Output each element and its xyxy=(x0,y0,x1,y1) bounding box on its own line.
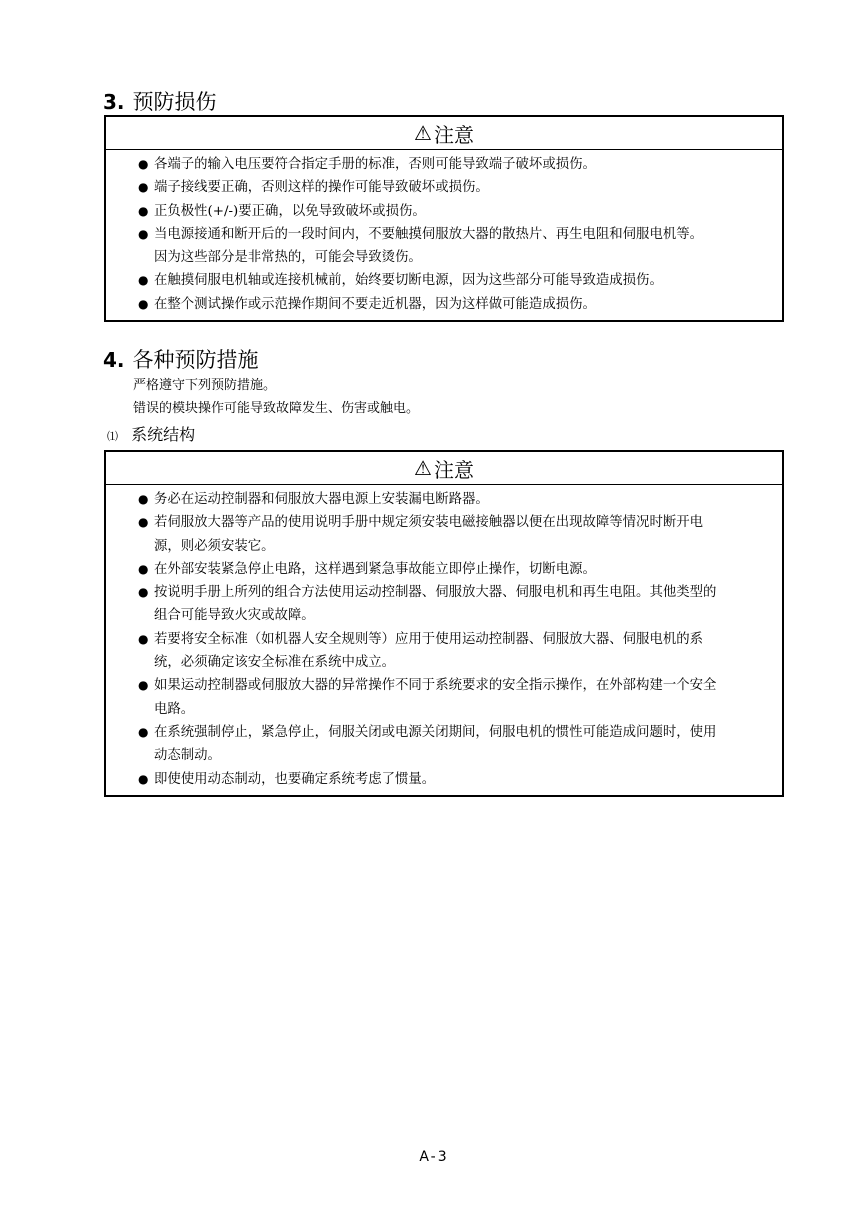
caution-item-text: 组合可能导致火灾或故障。 xyxy=(154,608,315,624)
caution-item xyxy=(138,581,782,628)
warning-triangle-icon: ⚠ xyxy=(414,456,432,480)
section-title: 预防损伤 xyxy=(132,90,217,114)
caution-item-text: 即使使用动态制动，也要确定系统考虑了惯量。 xyxy=(154,771,436,787)
caution-item xyxy=(138,176,782,199)
bullet-icon: ● xyxy=(138,180,149,195)
caution-item-text: 若要将安全标准（如机器人安全规则等）应用于使用运动控制器、伺服放大器、伺服电机的系 xyxy=(154,631,704,647)
caution-item xyxy=(138,293,782,316)
caution-box-injury-prevention xyxy=(104,115,784,322)
bullet-icon: ● xyxy=(138,631,149,646)
caution-item-text: 如果运动控制器或伺服放大器的异常操作不同于系统要求的安全指示操作，在外部构建一个安全 xyxy=(154,678,717,694)
caution-item-text: 端子接线要正确，否则这样的操作可能导致破坏或损伤。 xyxy=(154,180,489,196)
caution-item-text: 务必在运动控制器和伺服放大器电源上安装漏电断路器。 xyxy=(154,492,489,507)
bullet-icon: ● xyxy=(138,203,149,218)
intro-line: 错误的模块操作可能导致故障发生、伤害或触电。 xyxy=(133,401,420,416)
caution-item xyxy=(138,200,782,223)
caution-item-text: 动态制动。 xyxy=(154,748,221,764)
caution-item-text: 源，则必须安装它。 xyxy=(154,538,275,554)
bullet-icon: ● xyxy=(138,296,149,311)
warning-triangle-icon: ⚠ xyxy=(414,121,432,145)
section-title: 各种预防措施 xyxy=(132,348,259,372)
caution-list xyxy=(106,485,782,795)
caution-item-text: 在触摸伺服电机轴或连接机械前，始终要切断电源，因为这些部分可能导致造成损伤。 xyxy=(154,273,663,289)
bullet-icon: ● xyxy=(138,492,149,506)
bullet-icon: ● xyxy=(138,724,149,739)
caution-item xyxy=(138,768,782,791)
caution-item xyxy=(138,153,782,176)
caution-item-text: 在外部安装紧急停止电路，这样遇到紧急事故能立即停止操作，切断电源。 xyxy=(154,561,596,577)
subsection-number: ⑴ xyxy=(107,430,118,443)
caution-item-text: 若伺服放大器等产品的使用说明手册中规定须安装电磁接触器以便在出现故障等情况时断开电 xyxy=(154,515,704,531)
section-3-heading xyxy=(103,86,217,116)
subsection-heading xyxy=(107,422,195,445)
caution-item-text: 当电源接通和断开后的一段时间内，不要触摸伺服放大器的散热片、再生电阻和伺服电机等。 xyxy=(154,226,704,242)
bullet-icon: ● xyxy=(138,678,149,693)
section-4-heading xyxy=(103,344,259,374)
caution-item-text: 正负极性(+/-)要正确，以免导致破坏或损伤。 xyxy=(154,203,426,219)
caution-item-text: 在系统强制停止，紧急停止，伺服关闭或电源关闭期间，伺服电机的惯性可能造成问题时，使用 xyxy=(154,724,717,740)
bullet-icon: ● xyxy=(138,157,149,171)
caution-list xyxy=(106,150,782,320)
caution-item xyxy=(138,674,782,721)
caution-item xyxy=(138,223,782,270)
section-number: 3. xyxy=(103,90,125,114)
bullet-icon: ● xyxy=(138,585,149,600)
bullet-icon: ● xyxy=(138,561,149,576)
subsection-title: 系统结构 xyxy=(131,425,196,444)
intro-line: 严格遵守下列预防措施。 xyxy=(133,378,277,393)
caution-item xyxy=(138,721,782,768)
caution-item xyxy=(138,511,782,558)
page-number: A-3 xyxy=(419,1149,449,1165)
caution-header xyxy=(106,452,782,485)
caution-box-system-configuration xyxy=(104,450,784,797)
caution-item-text: 统，必须确定该安全标准在系统中成立。 xyxy=(154,655,396,671)
bullet-icon: ● xyxy=(138,273,149,288)
caution-item xyxy=(138,488,782,511)
section-number: 4. xyxy=(103,348,125,372)
caution-item-text: 因为这些部分是非常热的，可能会导致烫伤。 xyxy=(154,250,422,266)
caution-item xyxy=(138,628,782,675)
caution-item-text: 电路。 xyxy=(154,701,195,717)
bullet-icon: ● xyxy=(138,771,149,786)
bullet-icon: ● xyxy=(138,226,149,241)
caution-item-text: 在整个测试操作或示范操作期间不要走近机器，因为这样做可能造成损伤。 xyxy=(154,296,596,312)
caution-title: 注意 xyxy=(433,457,474,482)
caution-item-text: 各端子的输入电压要符合指定手册的标准，否则可能导致端子破坏或损伤。 xyxy=(154,157,596,172)
caution-title: 注意 xyxy=(433,122,474,147)
bullet-icon: ● xyxy=(138,515,149,530)
caution-item xyxy=(138,269,782,292)
caution-item-text: 按说明手册上所列的组合方法使用运动控制器、伺服放大器、伺服电机和再生电阻。其他类型的 xyxy=(154,585,717,601)
caution-item xyxy=(138,558,782,581)
caution-header xyxy=(106,117,782,150)
